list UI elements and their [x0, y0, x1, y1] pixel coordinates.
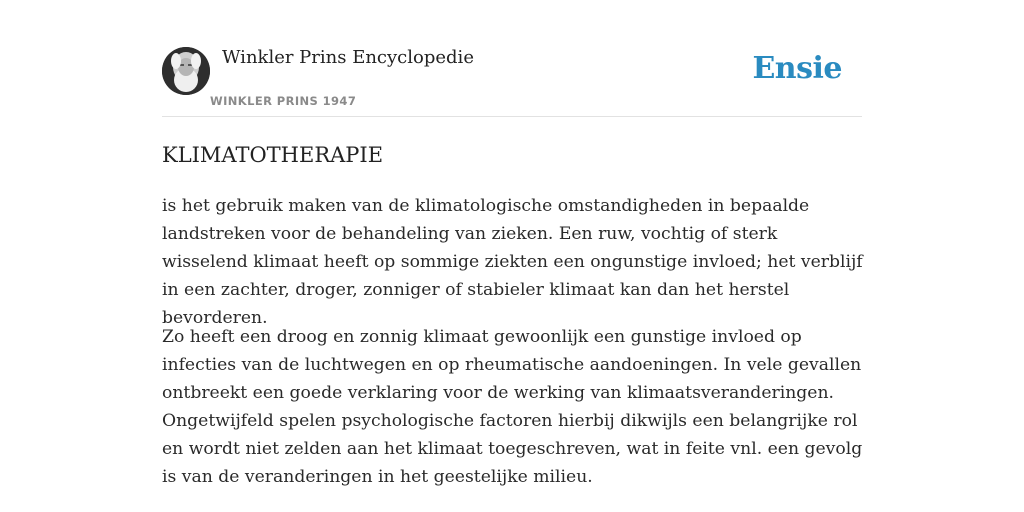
brand-logo[interactable]: Ensie: [752, 51, 842, 86]
article-paragraph-1: is het gebruik maken van de klimatologische omstandigheden in bepaalde landstreken voor de behandeling van zieken. Een ruw, vochtig of sterk wisselend klimaat heeft op sommige ziekten een ongunstige invloed; het verblijf in een zachter, droger, zonniger of stabieler klimaat kan dan het herstel bevorderen.: [162, 196, 863, 328]
author-avatar[interactable]: [162, 47, 210, 95]
source-header: [162, 46, 862, 117]
portrait-image: [162, 47, 210, 95]
source-title[interactable]: Winkler Prins Encyclopedie: [222, 47, 474, 68]
source-edition[interactable]: WINKLER PRINS 1947: [210, 94, 357, 108]
article-title: KLIMATOTHERAPIE: [162, 143, 384, 167]
article-paragraph-2: Zo heeft een droog en zonnig klimaat gewoonlijk een gunstige invloed op infecties van de luchtwegen en op rheumatische aandoeningen. In vele gevallen ontbreekt een goede verklaring voor de werking van klimaatsveranderingen. Ongetwijfeld spelen psychologische factoren hierbij dikwijls een belangrijke rol en wordt niet zelden aan het klimaat toegeschreven, wat in feite vnl. een gevolg is van de veranderingen in het geestelijke milieu.: [162, 327, 863, 487]
